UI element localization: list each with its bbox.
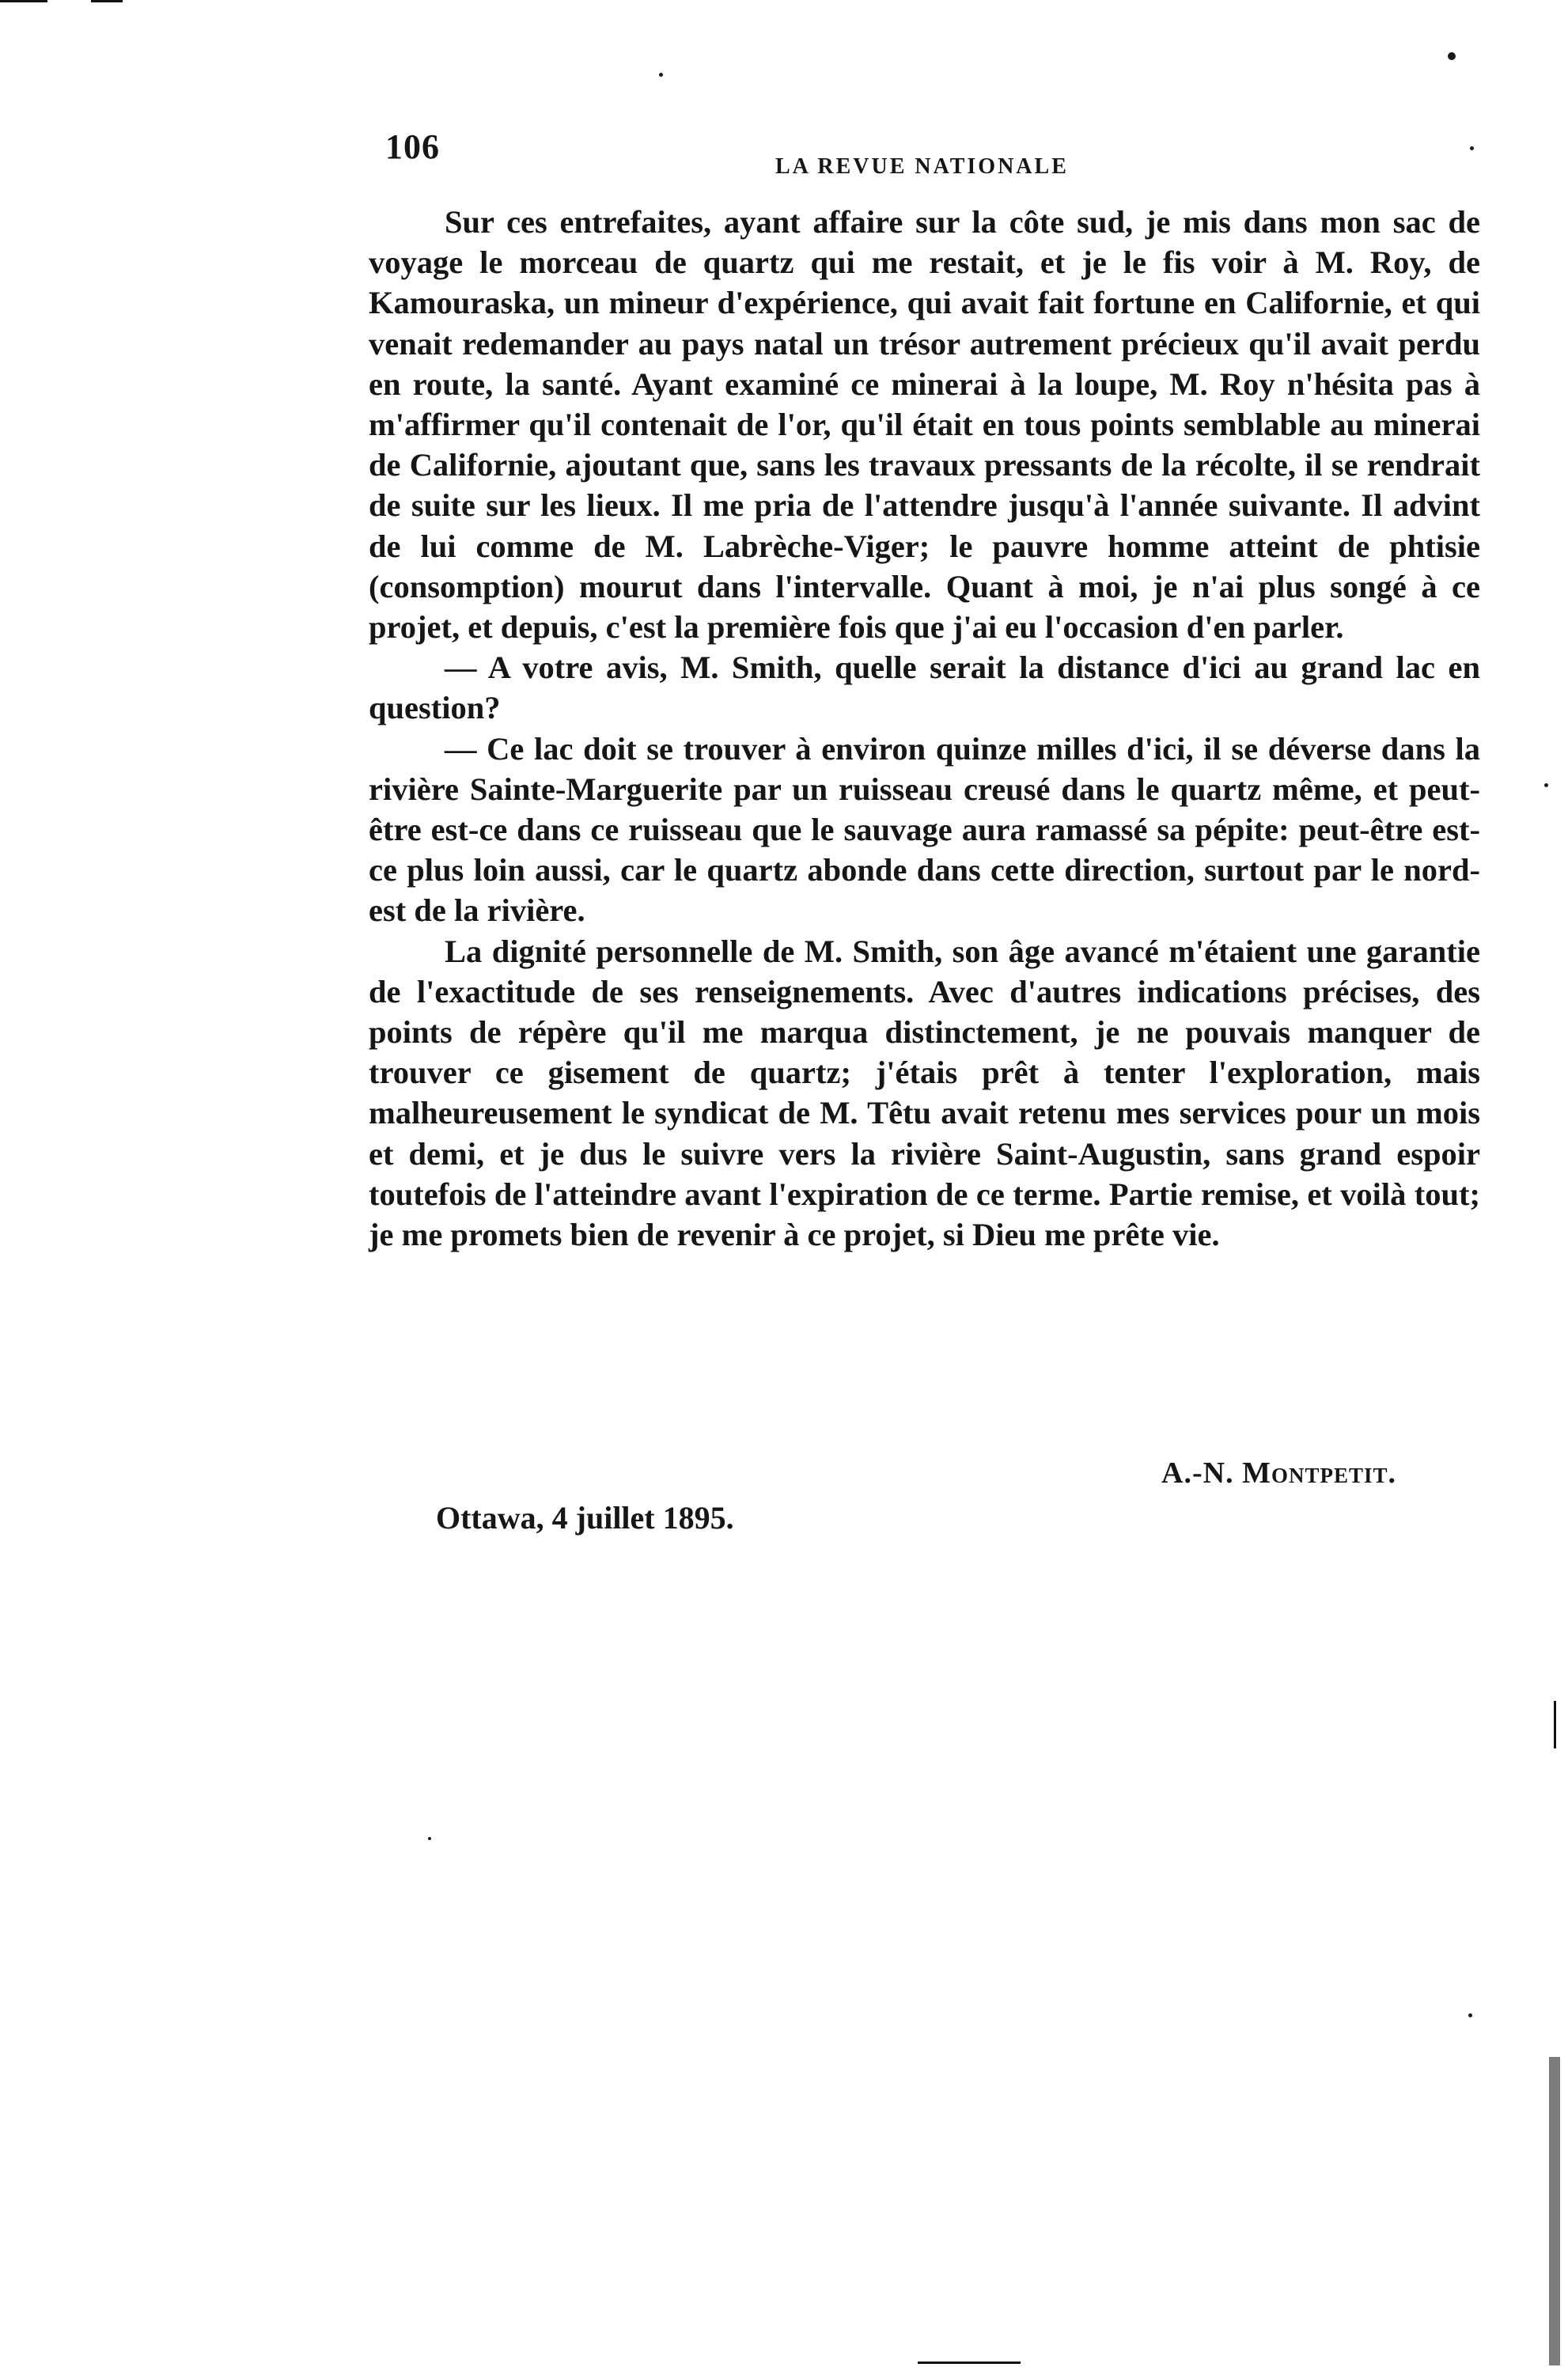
paragraph: La dignité personnelle de M. Smith, son âge avancé m'étaient une garantie de l'exactitude de ses renseignements. Avec d'autres indications précises, des points de répère qu'il me marqua distinctement, je ne pouvais manquer de trouver ce gisement de quartz; j'étais prêt à tenter l'exploration, mais malheureusement le syndicat de M. Têtu avait retenu mes services pour un mois et demi, et je dus le suivre vers la rivière Saint-Augustin, sans grand espoir toutefois de l'atteindre avant l'expiration de ce terme. Partie remise, et voilà tout; je me promets bien de revenir à ce projet, si Dieu me prête vie.: [369, 933, 1480, 1253]
paragraph: Sur ces entrefaites, ayant affaire sur la côte sud, je mis dans mon sac de voyage le morceau de quartz qui me restait, et je le fis voir à M. Roy, de Kamouraska, un mineur d'expérience, qui avait fait fortune en Californie, et qui venait redemander au pays natal un trésor autrement précieux qu'il avait perdu en route, la santé. Ayant examiné ce minerai à la loupe, M. Roy n'hésita pas à m'affirmer qu'il contenait de l'or, qu'il était en tous points semblable au minerai de Californie, ajoutant que, sans les travaux pressants de la récolte, il se rendrait de suite sur les lieux. Il me pria de l'attendre jusqu'à l'année suivante. Il advint de lui comme de M. Labrèche-Viger; le pauvre homme atteint de phtisie (consomption) mourut dans l'intervalle. Quant à moi, je n'ai plus songé à ce projet, et depuis, c'est la première fois que j'ai eu l'occasion d'en parler.: [369, 204, 1480, 646]
scan-edge-mark: [1549, 2057, 1560, 2365]
author-initials: A.-N.: [1161, 1456, 1234, 1490]
article-body: [369, 202, 1480, 1255]
paragraph: — Ce lac doit se trouver à environ quinze milles d'ici, il se déverse dans la rivière Sainte-Marguerite par un ruisseau creusé dans le quartz même, et peut-être est-ce dans ce ruisseau que le sauvage aura ramassé sa pépite: peut-être est-ce plus loin aussi, car le quartz abonde dans cette direction, surtout par le nord-est de la rivière.: [369, 730, 1480, 929]
scan-speck: [428, 1837, 431, 1840]
author-signature: [1092, 1456, 1396, 1490]
scan-speck: [1468, 2013, 1472, 2017]
scan-edge-mark: [91, 0, 123, 2]
dateline: Ottawa, 4 juillet 1895.: [436, 1500, 734, 1536]
scan-speck: [1544, 783, 1548, 787]
scan-edge-mark: [1554, 1701, 1556, 1748]
paragraph: — A votre avis, M. Smith, quelle serait la distance d'ici au grand lac en question?: [369, 650, 1480, 726]
scan-speck: [1470, 146, 1474, 150]
scan-speck: [659, 73, 663, 77]
running-title: LA REVUE NATIONALE: [775, 154, 1069, 179]
author-surname: Montpetit.: [1242, 1456, 1396, 1490]
scan-edge-mark: [918, 2362, 1021, 2364]
scan-edge-mark: [0, 0, 47, 2]
scan-speck: [1448, 52, 1456, 60]
page-number: 106: [385, 127, 440, 166]
